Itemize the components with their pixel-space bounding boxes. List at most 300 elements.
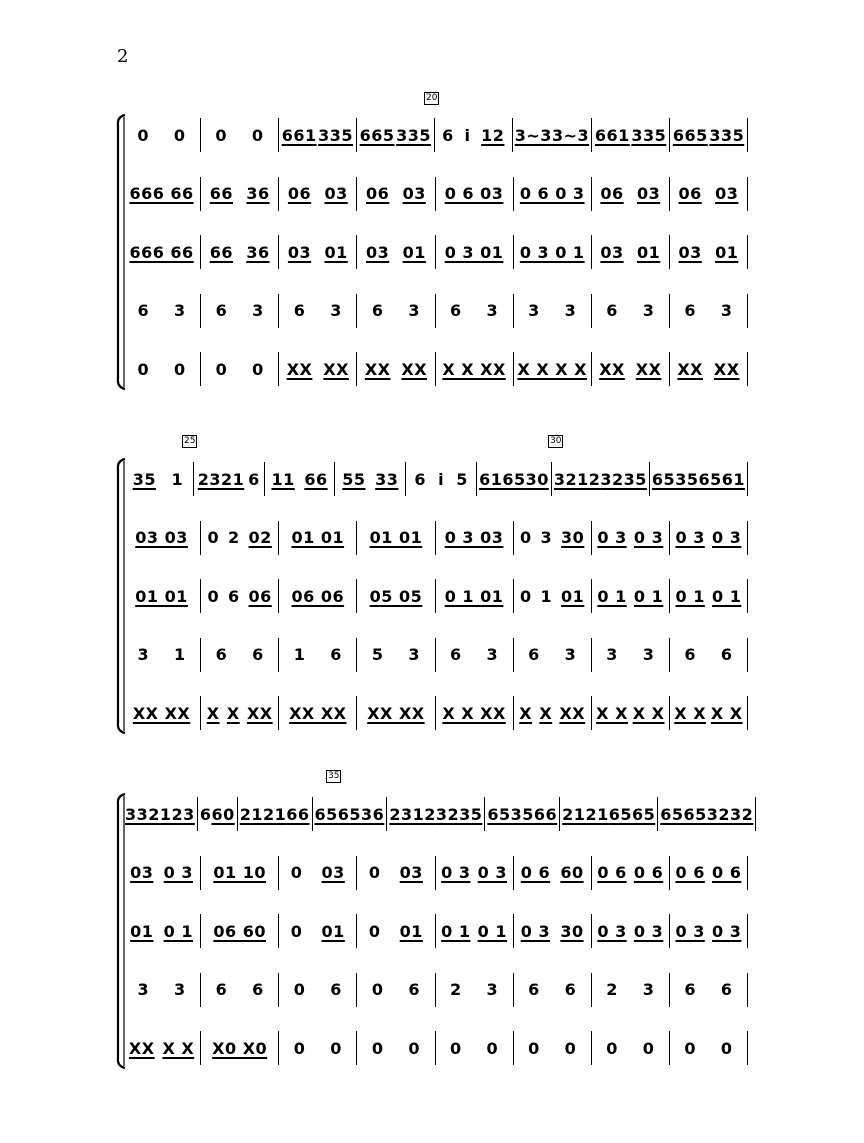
measure-cell	[359, 1039, 432, 1058]
note-group: X	[539, 703, 553, 723]
staff-row	[125, 914, 750, 948]
note-group: 0	[215, 359, 228, 379]
note-group: 2	[228, 528, 240, 547]
note-group: 0 3	[597, 528, 627, 547]
note-group: 36	[246, 184, 270, 203]
note-group: 01 01	[135, 586, 188, 606]
note-group: XX XX	[289, 703, 347, 723]
note-group: 0 1	[675, 586, 705, 606]
note-group: 3	[486, 301, 499, 320]
note-group: XX	[401, 359, 428, 379]
note-group: 6	[720, 980, 733, 999]
note-group: 30	[560, 921, 584, 941]
note-group: 03	[287, 242, 312, 262]
note-group: 2121	[562, 804, 609, 824]
note-group: 66	[209, 242, 234, 262]
note-group: 01	[402, 242, 426, 262]
note-group: 3~3	[514, 125, 552, 145]
measure-marker: 30	[550, 436, 562, 446]
note-group: 0	[684, 1038, 696, 1058]
note-group: 335	[396, 125, 432, 145]
note-group: 0 1	[441, 921, 471, 941]
note-group: 0	[293, 980, 306, 999]
note-group: 0 3	[633, 921, 664, 941]
note-group: 0 3	[712, 921, 742, 941]
note-group: 0	[207, 528, 220, 547]
note-group: 6	[199, 804, 212, 824]
note-group: 0 3	[712, 528, 742, 547]
note-group: 01 01	[369, 528, 423, 547]
note-group: 2	[606, 980, 618, 999]
note-group: 3	[174, 301, 186, 320]
note-group: 3235	[600, 469, 647, 489]
note-group: 6565	[660, 804, 707, 824]
barline	[747, 914, 748, 948]
note-group: 5	[456, 469, 468, 489]
measure-cell	[516, 980, 589, 999]
note-group: X	[519, 703, 533, 723]
measure-cell	[516, 1039, 589, 1058]
note-group: 55	[342, 469, 366, 489]
staff-row	[125, 1031, 750, 1065]
note-group: 0 3	[633, 528, 664, 547]
note-group: 03	[399, 863, 423, 882]
note-group: 66	[209, 184, 234, 203]
barline	[669, 1031, 670, 1065]
measure-cell	[672, 980, 745, 999]
note-group: X X X X	[517, 359, 587, 379]
measure-cell	[359, 922, 432, 941]
note-group: XX	[364, 359, 391, 379]
note-group: 6	[228, 586, 240, 606]
note-group: 01	[715, 242, 739, 262]
note-group: 01 01	[291, 528, 345, 547]
note-group: 6165	[479, 469, 526, 489]
measure-cell	[672, 1039, 745, 1058]
note-group: 335	[631, 125, 667, 145]
staff-row	[125, 973, 750, 1007]
measure-cell	[516, 922, 589, 941]
note-group: 03	[130, 863, 154, 882]
note-group: 03	[402, 184, 426, 203]
note-group: 01	[636, 242, 661, 262]
note-group: 0 3 03	[444, 528, 504, 547]
barline	[278, 856, 279, 890]
measure-cell	[672, 922, 745, 941]
barline	[312, 797, 313, 831]
barline	[657, 797, 658, 831]
page-number: 2	[117, 46, 129, 67]
note-group: 0	[486, 1038, 499, 1058]
note-group: 0 1	[633, 586, 664, 606]
note-group: 0	[408, 1038, 421, 1058]
note-group: XX	[559, 703, 586, 723]
measure-cell	[594, 863, 667, 882]
note-group: 0	[137, 125, 150, 145]
barline	[435, 914, 436, 948]
measure-cell	[203, 922, 276, 941]
note-group: 3	[408, 645, 421, 664]
note-group: 1	[540, 586, 553, 606]
note-group: 6	[215, 980, 228, 999]
barline	[591, 914, 592, 948]
note-group: 6	[528, 645, 540, 664]
note-group: 2	[449, 980, 462, 999]
note-group: 30	[525, 469, 549, 489]
note-group: 0 3	[163, 863, 193, 882]
note-group: 2121	[239, 804, 287, 824]
note-group: 3	[642, 980, 655, 999]
note-group: 12	[481, 125, 505, 145]
note-group: 123	[159, 804, 195, 824]
note-group: 06	[248, 586, 272, 606]
barline	[513, 914, 514, 948]
note-group: 01	[561, 586, 585, 606]
note-group: 66	[286, 804, 310, 824]
note-group: 0	[371, 980, 384, 999]
note-group: 6561	[698, 469, 745, 489]
note-group: 0	[520, 528, 532, 547]
note-group: 6	[606, 301, 618, 320]
note-group: 0	[174, 359, 186, 379]
measure-cell	[203, 980, 276, 999]
note-group: 0	[564, 1038, 577, 1058]
barline	[747, 973, 748, 1007]
note-group: X	[206, 703, 220, 723]
note-group: 3	[486, 980, 499, 999]
note-group: 0 3	[441, 863, 471, 882]
note-group: 11	[271, 469, 295, 489]
note-group: 01	[399, 921, 423, 941]
note-group: 666 66	[129, 242, 194, 262]
note-group: 0	[137, 359, 150, 379]
measure-cell	[125, 863, 198, 882]
note-group: 03	[366, 242, 390, 262]
measure-cell	[281, 1039, 354, 1058]
note-group: 30	[561, 528, 585, 547]
note-group: 3	[642, 645, 655, 664]
measure-cell	[359, 980, 432, 999]
note-group: 0	[371, 1038, 384, 1058]
barline	[278, 1031, 279, 1065]
note-group: 36	[361, 804, 385, 824]
measure-cell	[389, 805, 482, 824]
note-group: 3	[528, 301, 540, 320]
barline	[591, 1031, 592, 1065]
note-group: 03	[600, 242, 624, 262]
note-group: X0 X0	[212, 1038, 268, 1058]
note-group: 2321	[197, 469, 245, 489]
note-group: 6565	[314, 804, 362, 824]
barline	[435, 1031, 436, 1065]
barline	[200, 973, 201, 1007]
barline	[559, 797, 560, 831]
barline	[197, 797, 198, 831]
note-group: 6	[215, 645, 228, 664]
note-group: 0	[528, 1038, 540, 1058]
barline	[747, 856, 748, 890]
measure-cell	[594, 922, 667, 941]
barline	[200, 1031, 201, 1065]
measure-cell	[125, 922, 198, 941]
barline	[591, 856, 592, 890]
note-group: 0	[290, 921, 303, 941]
measure-cell	[594, 980, 667, 999]
note-group: 3235	[435, 804, 483, 824]
note-group: 2312	[389, 804, 436, 824]
note-group: 0	[215, 125, 227, 145]
note-group: 01	[321, 921, 345, 941]
measure-cell	[203, 1039, 276, 1058]
barline	[435, 856, 436, 890]
note-group: 1	[171, 469, 184, 489]
note-group: 3~3	[551, 125, 590, 145]
note-group: 6	[330, 980, 342, 999]
note-group: 0	[368, 921, 381, 941]
barline	[237, 797, 238, 831]
note-group: X X	[162, 1038, 195, 1058]
measure-cell	[438, 980, 511, 999]
note-group: 6	[248, 469, 260, 489]
barline	[386, 797, 387, 831]
note-group: X X XX	[442, 703, 506, 723]
note-group: 01	[324, 242, 348, 262]
note-group: 332	[125, 804, 160, 824]
note-group: 6	[252, 980, 264, 999]
measure-cell	[438, 1039, 511, 1058]
note-group: 33	[375, 469, 399, 489]
note-group: 3	[137, 645, 150, 664]
note-group: XX XX	[132, 703, 191, 723]
note-group: 0 6	[712, 863, 742, 882]
note-group: 60	[211, 804, 235, 824]
barline	[669, 973, 670, 1007]
barline	[356, 973, 357, 1007]
note-group: 6	[449, 301, 462, 320]
note-group: 0	[251, 125, 264, 145]
note-group: 335	[318, 125, 354, 145]
note-group: 3	[252, 301, 264, 320]
note-group: 3	[137, 980, 150, 999]
note-group: 0	[520, 586, 532, 606]
note-group: 06	[600, 184, 624, 203]
note-group: 3	[486, 645, 499, 664]
barline	[356, 1031, 357, 1065]
note-group: 36	[246, 242, 270, 262]
note-group: 0 3	[520, 921, 551, 941]
note-group: 06 06	[291, 586, 345, 606]
note-group: X X	[674, 703, 707, 723]
note-group: 05 05	[369, 586, 423, 606]
note-group: XX	[677, 359, 703, 379]
note-group: 0 3 01	[444, 242, 504, 262]
note-group: 6	[137, 301, 150, 320]
staff-row	[125, 856, 750, 890]
note-group: 3	[606, 645, 618, 664]
measure-cell	[516, 863, 589, 882]
note-group: 66	[304, 469, 328, 489]
note-group: 1	[293, 645, 306, 664]
barline	[435, 973, 436, 1007]
measure-cell	[281, 863, 354, 882]
barline	[200, 914, 201, 948]
measure-marker: 20	[426, 93, 438, 103]
note-group: 0 3	[675, 528, 705, 547]
note-group: 03	[321, 863, 345, 882]
measure-cell	[594, 1039, 667, 1058]
note-group: 0 1	[477, 921, 508, 941]
note-group: 0	[330, 1038, 342, 1058]
barline	[513, 1031, 514, 1065]
note-group: X X	[632, 703, 665, 723]
note-group: 03 03	[135, 528, 188, 547]
note-group: X X	[710, 703, 743, 723]
note-group: 01 10	[213, 863, 266, 882]
note-group: 335	[709, 125, 745, 145]
note-group: 06	[678, 184, 702, 203]
barline	[356, 856, 357, 890]
measure-cell	[562, 805, 655, 824]
barline	[278, 973, 279, 1007]
note-group: i	[438, 469, 445, 489]
note-group: 03	[636, 184, 661, 203]
note-group: XX	[286, 359, 313, 379]
note-group: 6	[414, 469, 426, 489]
note-group: XX XX	[367, 703, 425, 723]
barline	[591, 973, 592, 1007]
note-group: 6565	[608, 804, 656, 824]
note-group: 3	[408, 301, 421, 320]
note-group: 0	[290, 863, 303, 882]
note-group: X X	[596, 703, 628, 723]
note-group: i	[464, 125, 471, 145]
measure-cell	[438, 922, 511, 941]
note-group: 6	[684, 645, 696, 664]
note-group: 3	[540, 528, 553, 547]
note-group: 3	[174, 980, 186, 999]
note-group: 3212	[553, 469, 601, 489]
measure-cell	[660, 805, 753, 824]
note-group: 0	[173, 125, 186, 145]
note-group: 666 66	[129, 184, 194, 203]
note-group: 02	[248, 528, 272, 547]
barline	[755, 797, 756, 831]
note-group: 6	[684, 301, 696, 320]
note-group: 0 6	[675, 863, 705, 882]
note-group: 0 6 0 3	[519, 184, 585, 203]
note-group: 0	[368, 863, 381, 882]
note-group: 03	[678, 242, 702, 262]
note-group: 0	[449, 1038, 462, 1058]
barline	[669, 856, 670, 890]
note-group: 665	[359, 125, 395, 145]
note-group: 0	[252, 359, 264, 379]
note-group: 661	[594, 125, 630, 145]
note-group: XX	[599, 359, 625, 379]
note-group: XX	[323, 359, 349, 379]
note-group: 0 6	[520, 863, 551, 882]
note-group: 0 3 0 1	[519, 242, 585, 262]
note-group: 6535	[651, 469, 699, 489]
note-group: 665	[672, 125, 708, 145]
note-group: 60	[560, 863, 584, 882]
note-group: 6	[293, 301, 306, 320]
note-group: XX	[713, 359, 740, 379]
staff-row	[125, 797, 754, 831]
note-group: 0	[293, 1038, 306, 1058]
note-group: 0 1	[712, 586, 742, 606]
note-group: 0 1	[163, 921, 193, 941]
note-group: 0	[720, 1038, 733, 1058]
note-group: 6	[564, 980, 577, 999]
note-group: 6	[371, 301, 384, 320]
note-group: 0	[606, 1038, 618, 1058]
note-group: 0 6	[597, 863, 627, 882]
note-group: X	[226, 703, 240, 723]
note-group: X X XX	[442, 359, 506, 379]
measure-cell	[203, 863, 276, 882]
note-group: 3	[564, 645, 577, 664]
measure-cell	[438, 863, 511, 882]
note-group: 6535	[487, 804, 534, 824]
note-group: 3	[720, 301, 733, 320]
note-group: 06	[287, 184, 312, 203]
note-group: 0 3	[597, 921, 627, 941]
note-group: 6	[449, 645, 462, 664]
barline	[484, 797, 485, 831]
measure-cell	[281, 980, 354, 999]
measure-cell	[281, 922, 354, 941]
note-group: 6	[215, 301, 228, 320]
note-group: 0	[207, 586, 220, 606]
note-group: 3	[642, 301, 655, 320]
note-group: 0 6	[633, 863, 664, 882]
measure-marker: 25	[184, 436, 196, 446]
measure-marker: 35	[328, 771, 340, 781]
note-group: 5	[371, 645, 384, 664]
measure-cell	[125, 1039, 198, 1058]
barline	[669, 914, 670, 948]
note-group: 03	[324, 184, 348, 203]
note-group: 3232	[706, 804, 754, 824]
note-group: 661	[281, 125, 317, 145]
note-group: 3	[330, 301, 342, 320]
note-group: XX	[635, 359, 662, 379]
note-group: 0 1	[597, 586, 627, 606]
note-group: 0 3	[477, 863, 508, 882]
measure-cell	[125, 980, 198, 999]
note-group: 1	[174, 645, 186, 664]
measure-cell	[315, 805, 385, 824]
barline	[747, 1031, 748, 1065]
note-group: 06 60	[213, 921, 266, 941]
note-group: 0	[642, 1038, 655, 1058]
note-group: 35	[132, 469, 156, 489]
measure-cell	[200, 805, 235, 824]
note-group: XX	[246, 703, 273, 723]
note-group: 6	[408, 980, 421, 999]
note-group: 6	[720, 645, 733, 664]
note-group: 0 3	[675, 921, 705, 941]
measure-cell	[359, 863, 432, 882]
note-group: 06	[366, 184, 390, 203]
note-group: 6	[442, 125, 454, 145]
note-group: 03	[715, 184, 739, 203]
note-group: 0 1 01	[444, 586, 504, 606]
note-group: 6	[252, 645, 264, 664]
note-group: XX	[128, 1038, 155, 1058]
barline	[200, 856, 201, 890]
